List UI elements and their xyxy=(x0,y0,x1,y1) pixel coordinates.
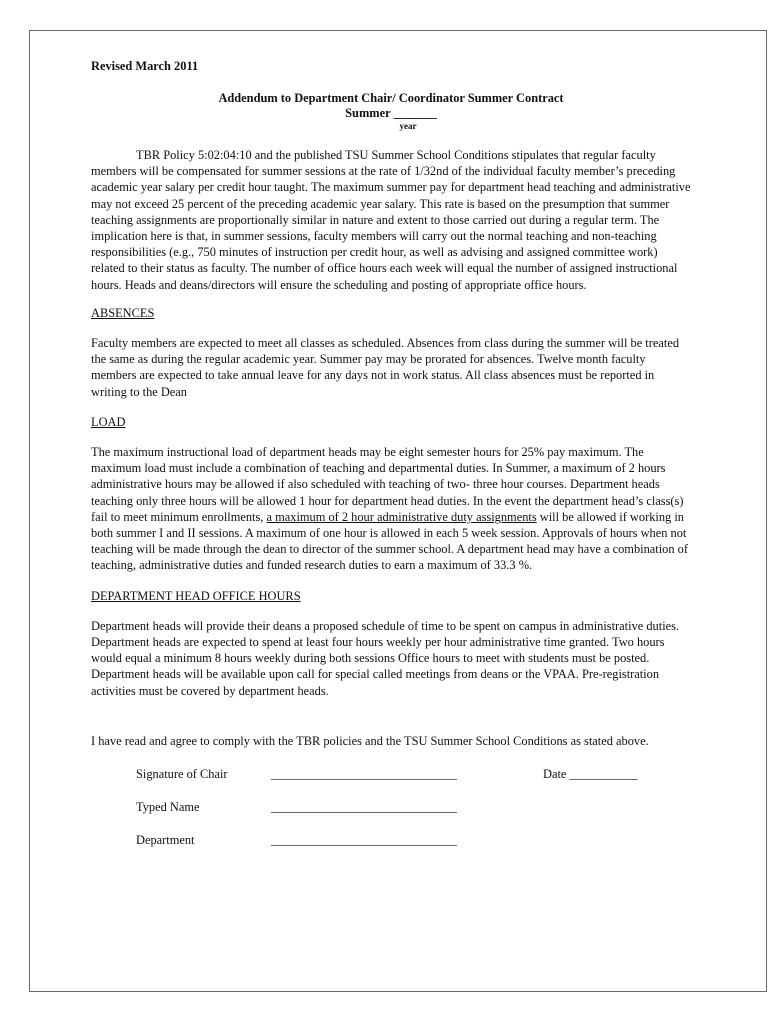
signature-row-department xyxy=(91,832,691,848)
document-title: Addendum to Department Chair/ Coordinator Summer Contract xyxy=(218,91,564,105)
signature-row-typed-name xyxy=(91,799,691,815)
typed-name-label: Typed Name xyxy=(136,800,200,815)
signature-block xyxy=(91,766,691,866)
signature-chair-label: Signature of Chair xyxy=(136,767,228,782)
load-paragraph xyxy=(91,444,691,574)
department-field[interactable]: ______________________________ xyxy=(271,833,457,848)
signature-row-chair xyxy=(91,766,691,782)
office-hours-heading: DEPARTMENT HEAD OFFICE HOURS xyxy=(91,588,301,603)
office-hours-paragraph: Department heads will provide their deans a proposed schedule of time to be spent on campus in administrative duties. Department heads are expected to spend at least four hours weekly per hour administrative time granted. Two hours would equal a minimum 8 hours weekly during both sessions Office hours to meet with students must be posted. Department heads will be available upon call for special called meetings from deans or the VPAA. Pre-registration activities must be covered by department heads. xyxy=(91,618,680,698)
load-text-before: The maximum instructional load of department heads may be eight semester hours for 25% pay maximum. The maximum load must include a combination of teaching and departmental duties. In Summer, a maximum of 2 hours administrative hours may be allowed if also scheduled with teaching of two- three hour courses. Department heads teaching only three hours will be allowed 1 hour for department head duties. In the event the department head’s class(s) fail to meet minimum enrollments, xyxy=(91,445,684,524)
load-heading: LOAD xyxy=(91,414,126,429)
intro-paragraph: TBR Policy 5:02:04:10 and the published TSU Summer School Conditions stipulates that regular faculty members will be compensated for summer sessions at the rate of 1/32nd of the individual faculty member’s preceding academic year salary per credit hour taught. The maximum summer pay for department head teaching and administrative may not exceed 25 percent of the preceding academic year salary. This rate is based on the presumption that summer teaching assignments are proportionally similar in nature and extent to those carried out during a regular term. The implication here is that, in summer sessions, faculty members will carry out the normal teaching and non-teaching responsibilities (e.g., 750 minutes of instruction per credit hour, as well as advising and assigned committee work) related to their status as faculty. The number of office hours each week will equal the number of assigned instructional hours. Heads and deans/directors will ensure the scheduling and posting of appropriate office hours. xyxy=(91,148,691,292)
revision-date: Revised March 2011 xyxy=(91,59,199,73)
summer-line: Summer _______ xyxy=(345,106,437,120)
load-text-after: will be allowed if working in both summer I and II sessions. A maximum of one hour is allowed in each 5 week session. Approvals of hours when not teaching will be made through the dean to director of the summer school. A department head may have a combination of teaching, administrative duties and funded research duties to earn a maximum of 33.3 %. xyxy=(91,509,688,573)
agreement-statement: I have read and agree to comply with the TBR policies and the TSU Summer School Conditions as stated above. xyxy=(91,733,649,748)
department-label: Department xyxy=(136,833,195,848)
year-label: year xyxy=(399,121,417,131)
absences-paragraph: Faculty members are expected to meet all classes as scheduled. Absences from class during the summer will be treated the same as during the regular academic year. Summer pay may be prorated for absences. Twelve month faculty members are expected to take annual leave for any days not in work status. All class absences must be reported in writing to the Dean xyxy=(91,336,680,399)
document-body xyxy=(91,58,691,866)
date-field[interactable]: Date ___________ xyxy=(543,767,638,782)
typed-name-field[interactable]: ______________________________ xyxy=(271,800,457,815)
signature-chair-field[interactable]: ______________________________ xyxy=(271,767,457,782)
load-text-underlined: a maximum of 2 hour administrative duty assignments xyxy=(266,509,537,524)
absences-heading: ABSENCES xyxy=(91,305,155,320)
